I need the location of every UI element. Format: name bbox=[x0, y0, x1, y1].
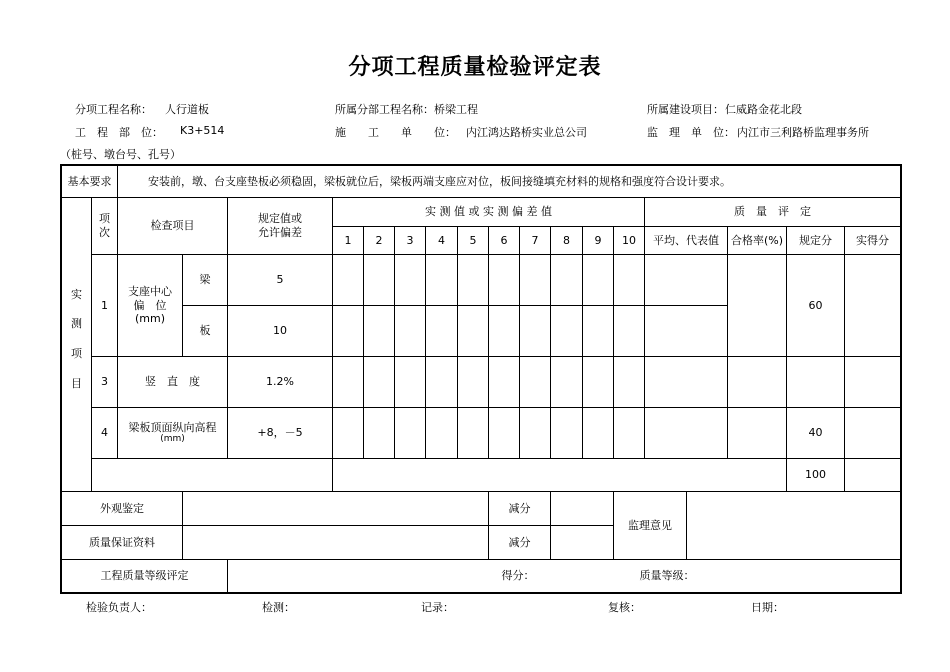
row1b-sub: 板 bbox=[199, 324, 211, 338]
header-check-item: 检查项目 bbox=[150, 219, 195, 233]
supervisor-value: 内江市三利路桥监理事务所 bbox=[737, 126, 869, 139]
contractor-label: 施 工 单 位： bbox=[335, 126, 456, 139]
station-note: （桩号、墩台号、孔号） bbox=[60, 148, 181, 161]
appearance-label: 外观鉴定 bbox=[100, 501, 144, 515]
col-header: 4 bbox=[438, 233, 445, 247]
header-quality: 质 量 评 定 bbox=[734, 205, 811, 219]
side-label-char: 目 bbox=[71, 376, 82, 390]
header-actual: 实得分 bbox=[856, 233, 889, 247]
page-title: 分项工程质量检验评定表 bbox=[348, 55, 602, 80]
row3-no: 3 bbox=[101, 375, 108, 389]
side-label-char: 项 bbox=[71, 347, 82, 360]
subitem-label: 分项工程名称： bbox=[75, 103, 152, 116]
row4-name bbox=[118, 408, 227, 458]
grade-label: 工程质量等级评定 bbox=[100, 569, 189, 583]
supervisor-label: 监 理 单 位： bbox=[647, 126, 735, 139]
date-label: 日期： bbox=[751, 601, 784, 614]
row1b-spec: 10 bbox=[273, 324, 287, 338]
col-header: 3 bbox=[406, 233, 414, 247]
recorder-label: 记录： bbox=[421, 601, 454, 614]
side-label-char: 测 bbox=[71, 317, 82, 331]
score-label: 得分： bbox=[501, 569, 535, 583]
row1-score: 60 bbox=[808, 298, 823, 312]
deduct-label-1: 减分 bbox=[508, 501, 531, 515]
reviewer-label: 复核： bbox=[608, 601, 641, 614]
col-header: 2 bbox=[375, 233, 383, 247]
basic-requirement-label: 基本要求 bbox=[67, 174, 112, 188]
row1-no: 1 bbox=[101, 298, 108, 312]
row3-spec: 1.2% bbox=[266, 375, 294, 389]
header-spec-line1: 规定值或 bbox=[258, 212, 302, 226]
location-value: K3+514 bbox=[180, 124, 225, 137]
header-score: 规定分 bbox=[799, 233, 832, 247]
row4-spec: +8，－5 bbox=[257, 426, 303, 440]
col-header: 1 bbox=[344, 233, 352, 247]
row1a-sub: 梁 bbox=[199, 273, 211, 287]
subdivision-value: 桥梁工程 bbox=[434, 103, 478, 116]
supervisor-opinion-label: 监理意见 bbox=[628, 518, 672, 532]
inspector-label: 检验负责人： bbox=[86, 601, 152, 614]
header-pass-rate: 合格率(%) bbox=[730, 233, 784, 247]
header-measured: 实 测 值 或 实 测 偏 差 值 bbox=[425, 205, 552, 219]
tester-label: 检测： bbox=[262, 601, 295, 614]
docs-label: 质量保证资料 bbox=[89, 535, 155, 549]
row4-name-line1: 梁板顶面纵向高程 bbox=[128, 420, 217, 434]
row1-name-line3: (mm) bbox=[134, 312, 165, 326]
row3-name: 竖 直 度 bbox=[145, 375, 200, 389]
total-score: 100 bbox=[805, 468, 826, 482]
row4-score: 40 bbox=[808, 426, 823, 440]
row1a-spec: 5 bbox=[276, 273, 284, 287]
subitem-value: 人行道板 bbox=[165, 103, 209, 116]
row1-name-line1: 支座中心 bbox=[128, 284, 172, 298]
col-header: 6 bbox=[500, 233, 508, 247]
header-spec bbox=[228, 198, 332, 254]
row1-name bbox=[118, 255, 182, 356]
col-header: 7 bbox=[531, 233, 539, 247]
project-label: 所属建设项目： bbox=[647, 103, 724, 116]
deduct-label-2: 减分 bbox=[508, 535, 531, 549]
quality-level-label: 质量等级： bbox=[639, 569, 695, 583]
side-label bbox=[62, 254, 91, 424]
basic-requirement-text: 安装前，墩、台支座垫板必须稳固，梁板就位后，梁板两端支座应对位，板间接缝填充材料的规格和强度符合设计要求。 bbox=[148, 174, 731, 188]
col-header: 8 bbox=[563, 233, 570, 247]
location-label: 工 程 部 位： bbox=[75, 126, 163, 139]
col-header: 9 bbox=[594, 233, 602, 247]
header-avg: 平均、代表值 bbox=[653, 233, 719, 247]
row1-name-line2: 偏 位 bbox=[133, 298, 167, 312]
subdivision-label: 所属分部工程名称： bbox=[335, 103, 434, 116]
side-label-char: 实 bbox=[71, 287, 82, 301]
header-spec-line2: 允许偏差 bbox=[258, 226, 302, 239]
row4-name-line2: (mm) bbox=[160, 434, 185, 445]
project-value: 仁威路金花北段 bbox=[725, 103, 802, 116]
row4-no: 4 bbox=[101, 426, 108, 440]
col-header: 5 bbox=[469, 233, 477, 247]
header-item-no: 项次 bbox=[99, 212, 110, 239]
col-header: 10 bbox=[622, 233, 636, 247]
contractor-value: 内江鸿达路桥实业总公司 bbox=[466, 126, 587, 139]
